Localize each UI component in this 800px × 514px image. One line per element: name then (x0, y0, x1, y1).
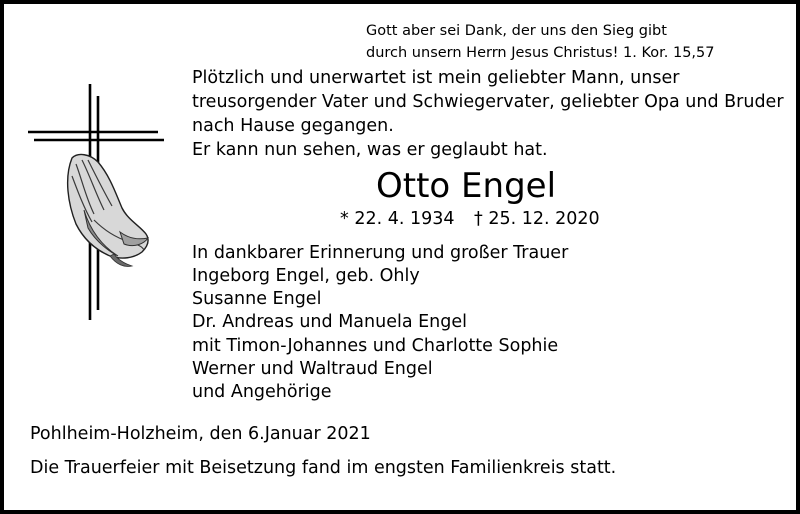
birth-date: * 22. 4. 1934 (340, 209, 455, 229)
intro-line-1: Plötzlich und unerwartet ist mein geliebter Mann, unser (192, 68, 680, 88)
mourner-line: und Angehörige (192, 382, 332, 402)
intro-line-2: treusorgender Vater und Schwiegervater, geliebter Opa und Bruder (192, 92, 784, 112)
mourner-line: Dr. Andreas und Manuela Engel (192, 312, 468, 332)
mourner-line: Werner und Waltraud Engel (192, 359, 433, 379)
deceased-name: Otto Engel (376, 166, 557, 206)
ceremony-note: Die Trauerfeier mit Beisetzung fand im engsten Familienkreis statt. (30, 458, 617, 478)
mourner-line: Susanne Engel (192, 289, 322, 309)
mourner-line: Ingeborg Engel, geb. Ohly (192, 266, 420, 286)
place-and-date: Pohlheim-Holzheim, den 6.Januar 2021 (30, 424, 371, 444)
mourner-line: In dankbarer Erinnerung und großer Trauer (192, 243, 569, 263)
verse-line-1: Gott aber sei Dank, der uns den Sieg gibt (366, 23, 667, 39)
verse-line-2: durch unsern Herrn Jesus Christus! 1. Kor. 15,57 (366, 45, 715, 61)
mourner-line: mit Timon-Johannes und Charlotte Sophie (192, 336, 559, 356)
intro-line-4: Er kann nun sehen, was er geglaubt hat. (192, 140, 548, 160)
intro-line-3: nach Hause gegangen. (192, 116, 394, 136)
death-date: † 25. 12. 2020 (474, 209, 600, 229)
